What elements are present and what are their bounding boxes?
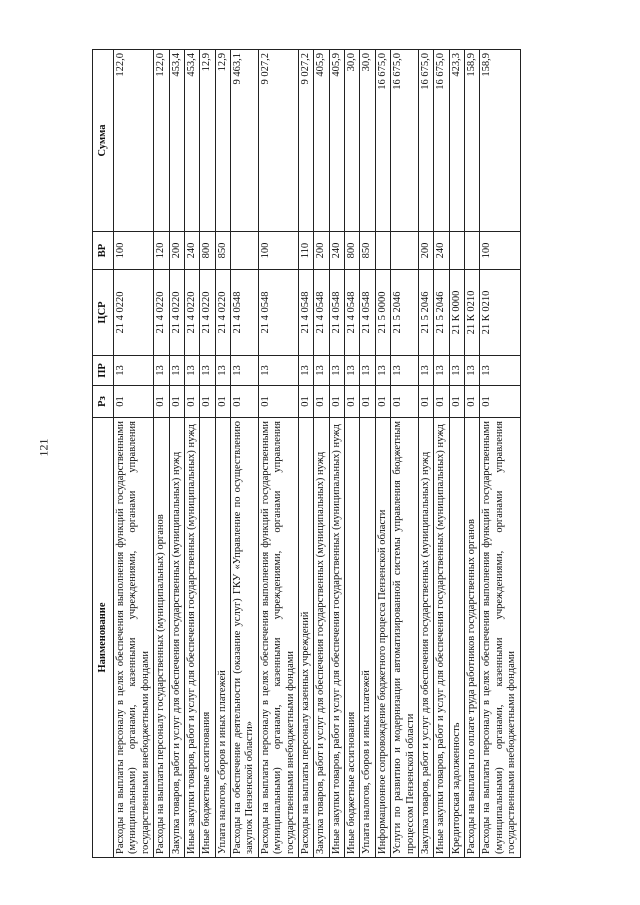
cell-vr: 100 xyxy=(114,232,154,270)
page-number: 121 xyxy=(36,438,51,457)
cell-vr xyxy=(375,232,390,270)
cell-sum: 122,0 xyxy=(154,50,169,232)
cell-name: Расходы на выплаты персоналу в целях обеспечения выполнения функций государственными (муниципальными) органами, казенными учреждениями, органами управления государственными внебюджетными фондами xyxy=(114,418,154,858)
header-pr: ПР xyxy=(93,356,114,386)
cell-pr: 13 xyxy=(114,356,154,386)
cell-name: Иные бюджетные ассигнования xyxy=(200,418,215,858)
cell-rz: 01 xyxy=(184,386,199,418)
cell-name: Расходы на выплаты персоналу в целях обеспечения выполнения функций государственными (муниципальными) органами, казенными учреждениями, органами управления государственными внебюджетными фондами xyxy=(480,418,520,858)
cell-vr: 800 xyxy=(200,232,215,270)
cell-csr: 21 5 2046 xyxy=(434,270,449,356)
cell-pr: 13 xyxy=(345,356,360,386)
table-row xyxy=(114,50,154,858)
table-row xyxy=(258,50,298,858)
header-name: Наименование xyxy=(93,418,114,858)
cell-pr: 13 xyxy=(375,356,390,386)
table-row xyxy=(215,50,230,858)
cell-rz: 01 xyxy=(215,386,230,418)
cell-rz: 01 xyxy=(391,386,419,418)
cell-vr: 200 xyxy=(314,232,329,270)
cell-csr: 21 4 0548 xyxy=(258,270,298,356)
rotated-page-content xyxy=(92,50,572,858)
cell-rz: 01 xyxy=(169,386,184,418)
cell-csr: 21 4 0548 xyxy=(298,270,313,356)
cell-csr: 21 К 0210 xyxy=(465,270,480,356)
cell-name: Иные бюджетные ассигнования xyxy=(345,418,360,858)
cell-name: Закупка товаров, работ и услуг для обеспечения государственных (муниципальных) нужд xyxy=(169,418,184,858)
header-vr: ВР xyxy=(93,232,114,270)
cell-vr xyxy=(465,232,480,270)
rotated-table-area xyxy=(92,50,572,858)
cell-csr: 21 4 0220 xyxy=(169,270,184,356)
cell-name: Расходы на выплаты по оплате труда работников государственных органов xyxy=(465,418,480,858)
budget-table xyxy=(92,49,521,858)
table-row xyxy=(465,50,480,858)
cell-name: Кредиторская задолженность xyxy=(449,418,464,858)
table-row xyxy=(231,50,259,858)
cell-name: Расходы на выплаты персоналу в целях обеспечения выполнения функций государственными (муниципальными) органами, казенными учреждениями, органами управления государственными внебюджетными фондами xyxy=(258,418,298,858)
cell-name: Уплата налогов, сборов и иных платежей xyxy=(215,418,230,858)
cell-pr: 13 xyxy=(231,356,259,386)
cell-sum: 16 675,0 xyxy=(418,50,433,232)
cell-sum: 30,0 xyxy=(360,50,375,232)
cell-rz: 01 xyxy=(360,386,375,418)
cell-name: Услуги по развитию и модернизации автоматизированной системы управления бюджетным процессом Пензенской области xyxy=(391,418,419,858)
cell-sum: 405,9 xyxy=(329,50,344,232)
table-row xyxy=(314,50,329,858)
cell-name: Информационное сопровождение бюджетного процесса Пензенской области xyxy=(375,418,390,858)
cell-vr: 850 xyxy=(360,232,375,270)
cell-vr: 240 xyxy=(329,232,344,270)
cell-name: Иные закупки товаров, работ и услуг для обеспечения государственных (муниципальных) нужд xyxy=(434,418,449,858)
cell-csr: 21 4 0220 xyxy=(114,270,154,356)
cell-rz: 01 xyxy=(231,386,259,418)
cell-rz: 01 xyxy=(114,386,154,418)
cell-csr: 21 5 2046 xyxy=(418,270,433,356)
cell-rz: 01 xyxy=(465,386,480,418)
cell-sum: 405,9 xyxy=(314,50,329,232)
cell-pr: 13 xyxy=(418,356,433,386)
cell-pr: 13 xyxy=(184,356,199,386)
cell-csr: 21 4 0220 xyxy=(154,270,169,356)
table-row xyxy=(391,50,419,858)
cell-sum: 122,0 xyxy=(114,50,154,232)
table-row xyxy=(200,50,215,858)
cell-vr: 200 xyxy=(418,232,433,270)
cell-rz: 01 xyxy=(480,386,520,418)
cell-csr: 21 4 0220 xyxy=(200,270,215,356)
cell-pr: 13 xyxy=(329,356,344,386)
cell-sum: 9 027,2 xyxy=(258,50,298,232)
cell-csr: 21 5 2046 xyxy=(391,270,419,356)
cell-name: Уплата налогов, сборов и иных платежей xyxy=(360,418,375,858)
cell-rz: 01 xyxy=(298,386,313,418)
cell-vr: 850 xyxy=(215,232,230,270)
cell-csr: 21 4 0220 xyxy=(215,270,230,356)
cell-vr xyxy=(391,232,419,270)
cell-rz: 01 xyxy=(449,386,464,418)
cell-name: Иные закупки товаров, работ и услуг для обеспечения государственных (муниципальных) нужд xyxy=(184,418,199,858)
table-header-row xyxy=(93,50,114,858)
header-rz: Рз xyxy=(93,386,114,418)
cell-sum: 453,4 xyxy=(184,50,199,232)
cell-pr: 13 xyxy=(314,356,329,386)
cell-rz: 01 xyxy=(314,386,329,418)
cell-rz: 01 xyxy=(345,386,360,418)
cell-rz: 01 xyxy=(434,386,449,418)
table-row xyxy=(184,50,199,858)
cell-pr: 13 xyxy=(258,356,298,386)
table-row xyxy=(329,50,344,858)
table-row xyxy=(169,50,184,858)
cell-name: Закупка товаров, работ и услуг для обеспечения государственных (муниципальных) нужд xyxy=(418,418,433,858)
table-row xyxy=(154,50,169,858)
cell-rz: 01 xyxy=(329,386,344,418)
cell-pr: 13 xyxy=(480,356,520,386)
cell-csr: 21 К 0210 xyxy=(480,270,520,356)
cell-csr: 21 4 0548 xyxy=(360,270,375,356)
table-row xyxy=(418,50,433,858)
cell-pr: 13 xyxy=(200,356,215,386)
cell-sum: 30,0 xyxy=(345,50,360,232)
cell-pr: 13 xyxy=(391,356,419,386)
cell-rz: 01 xyxy=(154,386,169,418)
cell-pr: 13 xyxy=(465,356,480,386)
cell-sum: 16 675,0 xyxy=(375,50,390,232)
cell-sum: 12,9 xyxy=(200,50,215,232)
cell-csr: 21 4 0548 xyxy=(345,270,360,356)
table-row xyxy=(375,50,390,858)
table-row xyxy=(345,50,360,858)
cell-pr: 13 xyxy=(449,356,464,386)
cell-vr: 240 xyxy=(184,232,199,270)
cell-sum: 12,9 xyxy=(215,50,230,232)
cell-csr: 21 5 0000 xyxy=(375,270,390,356)
cell-name: Расходы на выплаты персоналу казенных учреждений xyxy=(298,418,313,858)
cell-csr: 21 4 0548 xyxy=(314,270,329,356)
table-row xyxy=(298,50,313,858)
cell-vr: 120 xyxy=(154,232,169,270)
cell-vr xyxy=(231,232,259,270)
cell-pr: 13 xyxy=(298,356,313,386)
cell-vr: 800 xyxy=(345,232,360,270)
cell-sum: 16 675,0 xyxy=(434,50,449,232)
table-row xyxy=(480,50,520,858)
cell-rz: 01 xyxy=(200,386,215,418)
cell-sum: 16 675,0 xyxy=(391,50,419,232)
cell-rz: 01 xyxy=(375,386,390,418)
cell-pr: 13 xyxy=(169,356,184,386)
cell-name: Закупка товаров, работ и услуг для обеспечения государственных (муниципальных) нужд xyxy=(314,418,329,858)
cell-pr: 13 xyxy=(215,356,230,386)
cell-name: Иные закупки товаров, работ и услуг для обеспечения государственных (муниципальных) нужд xyxy=(329,418,344,858)
table-row xyxy=(449,50,464,858)
cell-name: Расходы на выплаты персоналу государственных (муниципальных) органов xyxy=(154,418,169,858)
header-sum: Сумма xyxy=(93,50,114,232)
table-row xyxy=(360,50,375,858)
cell-csr: 21 К 0000 xyxy=(449,270,464,356)
cell-name: Расходы на обеспечение деятельности (оказание услуг) ГКУ «Управление по осуществлению закупок Пензенской области» xyxy=(231,418,259,858)
cell-pr: 13 xyxy=(360,356,375,386)
cell-sum: 453,4 xyxy=(169,50,184,232)
cell-csr: 21 4 0220 xyxy=(184,270,199,356)
cell-vr: 200 xyxy=(169,232,184,270)
cell-rz: 01 xyxy=(258,386,298,418)
cell-sum: 9 027,2 xyxy=(298,50,313,232)
cell-sum: 158,9 xyxy=(465,50,480,232)
cell-vr: 110 xyxy=(298,232,313,270)
cell-sum: 423,3 xyxy=(449,50,464,232)
table-row xyxy=(434,50,449,858)
cell-sum: 9 463,1 xyxy=(231,50,259,232)
cell-pr: 13 xyxy=(154,356,169,386)
header-csr: ЦСР xyxy=(93,270,114,356)
cell-csr: 21 4 0548 xyxy=(231,270,259,356)
cell-sum: 158,9 xyxy=(480,50,520,232)
cell-vr: 240 xyxy=(434,232,449,270)
cell-rz: 01 xyxy=(418,386,433,418)
cell-csr: 21 4 0548 xyxy=(329,270,344,356)
cell-vr xyxy=(449,232,464,270)
cell-vr: 100 xyxy=(258,232,298,270)
cell-vr: 100 xyxy=(480,232,520,270)
cell-pr: 13 xyxy=(434,356,449,386)
